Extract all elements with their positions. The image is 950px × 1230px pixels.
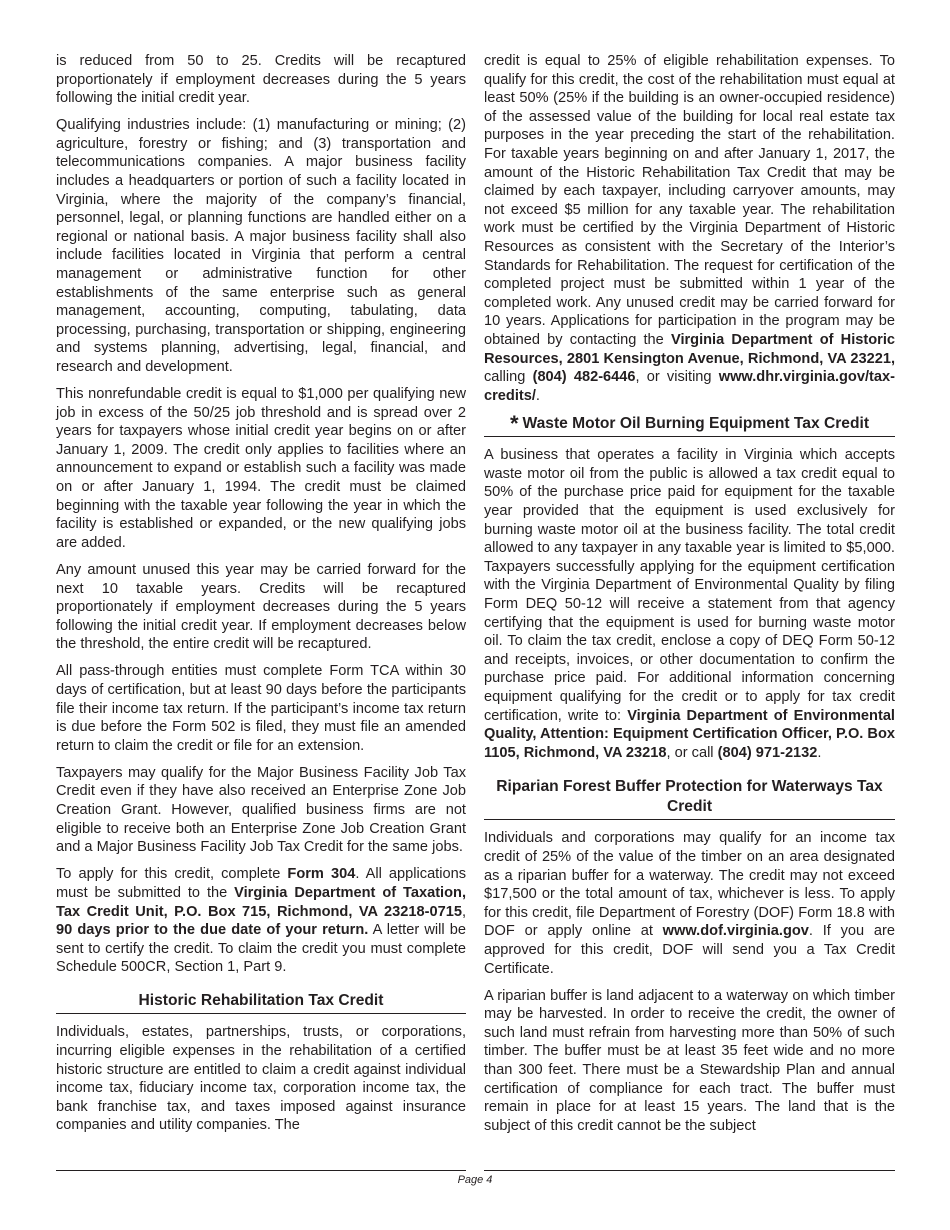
section-heading-waste-motor-oil	[484, 410, 895, 438]
bold-run: www.dhr.virginia.gov/tax-credits/	[484, 369, 895, 404]
paragraph: Individuals, estates, partnerships, trusts, or corporations, incurring eligible expenses in the rehabilitation of a certified historic structure are entitled to claim a credit against individual income tax, fiduciary income tax, corporation income tax, the bank franchise tax, and taxes imposed against insurance companies and utility companies. The	[56, 1024, 466, 1134]
bold-run: Form 304	[287, 866, 356, 883]
section-heading-riparian: Riparian Forest Buffer Protection for Waterways Tax Credit	[484, 777, 895, 820]
text-run: calling	[484, 369, 533, 386]
bottom-rule-left	[56, 1170, 466, 1171]
bold-run: (804) 482-6446	[532, 369, 636, 386]
asterisk-marker: *	[509, 410, 519, 436]
paragraph: All pass-through entities must complete Form TCA within 30 days of certification, but at least 90 days before the participants file their income tax return. If the participant’s income tax return is due before the Form 502 is filed, they must file an amended return to claim the credit or file for an extension.	[56, 663, 466, 754]
paragraph-waste-motor-oil	[484, 446, 895, 762]
section-heading-historic: Historic Rehabilitation Tax Credit	[56, 991, 466, 1015]
text-run: credit is equal to 25% of eligible rehabilitation expenses. To qualify for this credit, the cost of the rehabilitation must equal at least 50% (25% if the building is an owner-occupied residence) of the assessed value of the building for local real estate tax purposes in the year preceding the start of the rehabilitation. For taxable years beginning on and after January 1, 2017, the amount of the Historic Rehabilitation Tax Credit that may be claimed by each taxpayer, including carryover amounts, may not exceed $5 million for any taxable year. The rehabilitation work must be certified by the Virginia Department of Historic Resources as consistent with the Secretary of the Interior’s Standards for Rehabilitation. The request for certification of the completed project must be submitted within 1 year of the completed work. Any unused credit may be carried forward for 10 years. Applications for participation in the program may be obtained by contacting the	[484, 53, 895, 348]
paragraph-apply-major-business	[56, 865, 466, 977]
right-column	[484, 52, 895, 1144]
text-run: .	[817, 744, 822, 761]
paragraph: A riparian buffer is land adjacent to a waterway on which timber may be harvested. In order to receive the credit, the owner of such land must refrain from harvesting more than 50% of such timber. The buffer must be at least 35 feet wide and no more than 300 feet. There must be a Stewardship Plan and annual certification of compliance for each tract. The buffer must remain in place for at least 15 years. The land that is the subject of this credit cannot be the subject	[484, 987, 895, 1134]
paragraph-historic-continued	[484, 52, 895, 405]
text-run: ,	[461, 903, 466, 920]
text-run: , or visiting	[635, 369, 719, 386]
heading-text: Waste Motor Oil Burning Equipment Tax Credit	[522, 414, 870, 432]
text-run: Individuals and corporations may qualify for an income tax credit of 25% of the value of the timber on an area designated as a riparian buffer for a waterway. The credit may not exceed $17,500 or the total amount of tax, whichever is less. To apply for this credit, file Department of Forestry (DOF) Form 18.8 with DOF or apply online at	[484, 830, 895, 940]
text-run: To apply for this credit, complete	[56, 866, 288, 883]
text-run: A business that operates a facility in Virginia which accepts waste motor oil from the public is allowed a tax credit equal to 50% of the purchase price paid for equipment for the taxable year provided that the equipment is used exclusively for burning waste motor oil at the business facility. The total credit allowed to any taxpayer in any taxable year is limited to $5,000. Taxpayers successfully applying for the equipment certification with the Virginia Department of Environmental Quality by filing Form DEQ 50-12 will receive a statement from that agency certifying that the equipment is used for burning waste motor oil. To claim the tax credit, enclose a copy of DEQ Form 50-12 and receipts, invoices, or other documentation to confirm the purchase price paid. For additional information concerning equipment qualifying for the credit or to apply for tax credit certification, write to:	[484, 447, 895, 724]
paragraph: Taxpayers may qualify for the Major Business Facility Job Tax Credit even if they have also received an Enterprise Zone Job Creation Grant. However, qualified business firms are not eligible to receive both an Enterprise Zone Job Creation Grant and a Major Business Facility Job Tax Credit for the same jobs.	[56, 764, 466, 856]
left-column	[56, 52, 466, 1143]
paragraph: Any amount unused this year may be carried forward for the next 10 taxable years. Credits will be recaptured proportionately if employment decreases during the 5 years following the initial credit year. If employment decreases below the threshold, the entire credit will be recaptured.	[56, 561, 466, 653]
paragraph: Qualifying industries include: (1) manufacturing or mining; (2) agriculture, forestry or fishing; and (3) transportation and telecommunications companies. A major business facility includes a headquarters or portion of such a facility located in Virginia, where the majority of the company’s financial, personnel, legal, or planning functions are handled either on a regional or national basis. A major business facility shall also include facilities located in Virginia that perform a central management or administrative function for other establishments of the same enterprise such as general management, accounting, computing, tabulating, data processing, purchasing, transportation or shipping, engineering and systems planning, advertising, legal, financial, and research and development.	[56, 117, 466, 375]
text-run: .	[535, 387, 540, 404]
text-run: , or call	[666, 744, 718, 761]
bold-run: www.dof.virginia.gov	[662, 923, 809, 940]
bold-run: Virginia Department of Environmental Quality, Attention: Equipment Certification Officer, P.O. Box 1105, Richmond, VA 23218	[484, 707, 895, 761]
text-run: A letter will be sent to certify the credit. To claim the credit you must complete Schedule 500CR, Section 1, Part 9.	[56, 922, 466, 976]
bold-run: Virginia Department of Historic Resources, 2801 Kensington Avenue, Richmond, VA 23221,	[484, 331, 895, 367]
bottom-rule-right	[484, 1170, 895, 1171]
bold-run: 90 days prior to the due date of your return.	[56, 922, 369, 939]
paragraph-riparian	[484, 829, 895, 978]
bold-run: (804) 971-2132	[717, 744, 818, 761]
text-run: . If you are approved for this credit, DOF will send you a Tax Credit Certificate.	[484, 923, 895, 977]
paragraph: This nonrefundable credit is equal to $1,000 per qualifying new job in excess of the 50/25 job threshold and is spread over 2 years for taxpayers whose initial credit year begins on or after January 1, 2009. The credit only applies to facilities where an announcement to expand or establish such a facility was made on or after January 1, 1994. The credit must be claimed beginning with the taxable year following the year in which the facility is established or expanded, or the new qualifying jobs are added.	[56, 386, 466, 551]
text-run: . All applications must be submitted to the	[56, 866, 467, 901]
paragraph: is reduced from 50 to 25. Credits will be recaptured proportionately if employment decreases during the 5 years following the initial credit year.	[56, 53, 466, 107]
page-number: Page 4	[457, 1174, 493, 1186]
bold-run: Virginia Department of Taxation, Tax Credit Unit, P.O. Box 715, Richmond, VA 23218-0715	[56, 884, 466, 920]
